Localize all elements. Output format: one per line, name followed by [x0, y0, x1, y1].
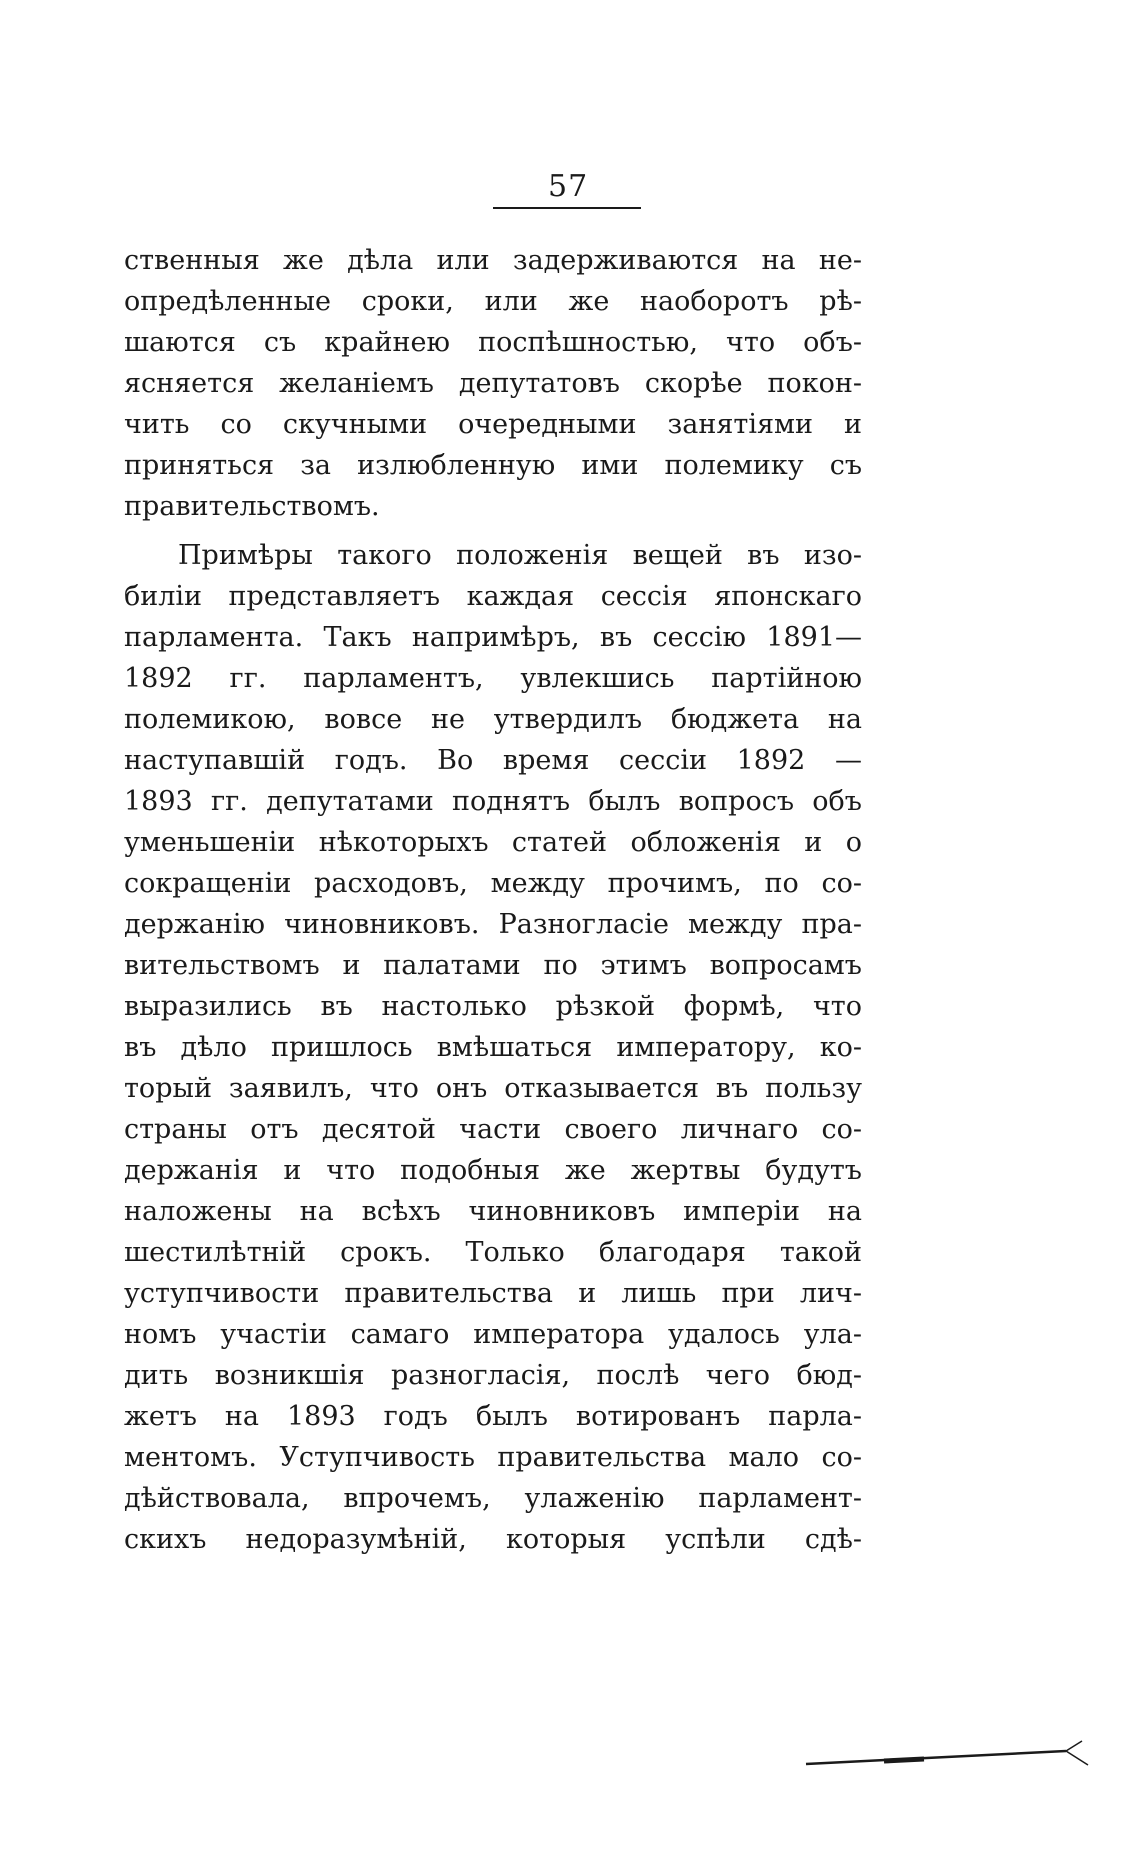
text-line: чить со скучными очередными занятіями и: [124, 409, 862, 440]
paragraph-gap: [124, 527, 862, 535]
text-line: парламента. Такъ напримѣръ, въ сессію 1891—: [124, 622, 862, 653]
paragraph: [124, 535, 862, 1560]
body-text: [124, 240, 862, 1560]
text-line: скихъ недоразумѣній, которыя успѣли сдѣ-: [124, 1524, 862, 1555]
text-line: шестилѣтній срокъ. Только благодаря такой: [124, 1237, 862, 1268]
text-line: уступчивости правительства и лишь при лич-: [124, 1278, 862, 1309]
text-line: страны отъ десятой части своего личнаго со-: [124, 1114, 862, 1145]
page-number: 57: [548, 169, 589, 204]
text-line: шаются съ крайнею поспѣшностью, что объ-: [124, 327, 862, 358]
paragraph: [124, 240, 862, 527]
text-line: ясняется желаніемъ депутатовъ скорѣе покон-: [124, 368, 862, 399]
text-line: наложены на всѣхъ чиновниковъ имперіи на: [124, 1196, 862, 1227]
scan-edge-mark: [804, 1727, 1094, 1767]
text-line: въ дѣло пришлось вмѣшаться императору, ко-: [124, 1032, 862, 1063]
text-line: сокращеніи расходовъ, между прочимъ, по со-: [124, 868, 862, 899]
text-line: дѣйствовала, впрочемъ, улаженію парламент-: [124, 1483, 862, 1514]
text-line: уменьшеніи нѣкоторыхъ статей обложенія и о: [124, 827, 862, 858]
text-line: держанію чиновниковъ. Разногласіе между пра-: [124, 909, 862, 940]
text-line: 1893 гг. депутатами поднятъ былъ вопросъ объ: [124, 786, 862, 817]
text-line: приняться за излюбленную ими полемику съ: [124, 450, 862, 481]
text-line: полемикою, вовсе не утвердилъ бюджета на: [124, 704, 862, 735]
text-line: дить возникшія разногласія, послѣ чего бюд-: [124, 1360, 862, 1391]
text-line: вительствомъ и палатами по этимъ вопросамъ: [124, 950, 862, 981]
text-line: правительствомъ.: [124, 491, 380, 522]
text-line: выразились въ настолько рѣзкой формѣ, что: [124, 991, 862, 1022]
text-line: ментомъ. Уступчивость правительства мало со-: [124, 1442, 862, 1473]
text-line: торый заявилъ, что онъ отказывается въ пользу: [124, 1073, 862, 1104]
text-line: Примѣры такого положенія вещей въ изо-: [178, 540, 862, 571]
text-line: 1892 гг. парламентъ, увлекшись партійною: [124, 663, 862, 694]
text-line: жетъ на 1893 годъ былъ вотированъ парла-: [124, 1401, 862, 1432]
text-line: номъ участіи самаго императора удалось ула-: [124, 1319, 862, 1350]
text-line: ственныя же дѣла или задерживаются на не-: [124, 245, 862, 276]
header-rule: [493, 207, 641, 209]
text-line: наступавшій годъ. Во время сессіи 1892 —: [124, 745, 862, 776]
text-line: держанія и что подобныя же жертвы будутъ: [124, 1155, 862, 1186]
text-line: опредѣленные сроки, или же наоборотъ рѣ-: [124, 286, 862, 317]
text-line: биліи представляетъ каждая сессія японскаго: [124, 581, 862, 612]
